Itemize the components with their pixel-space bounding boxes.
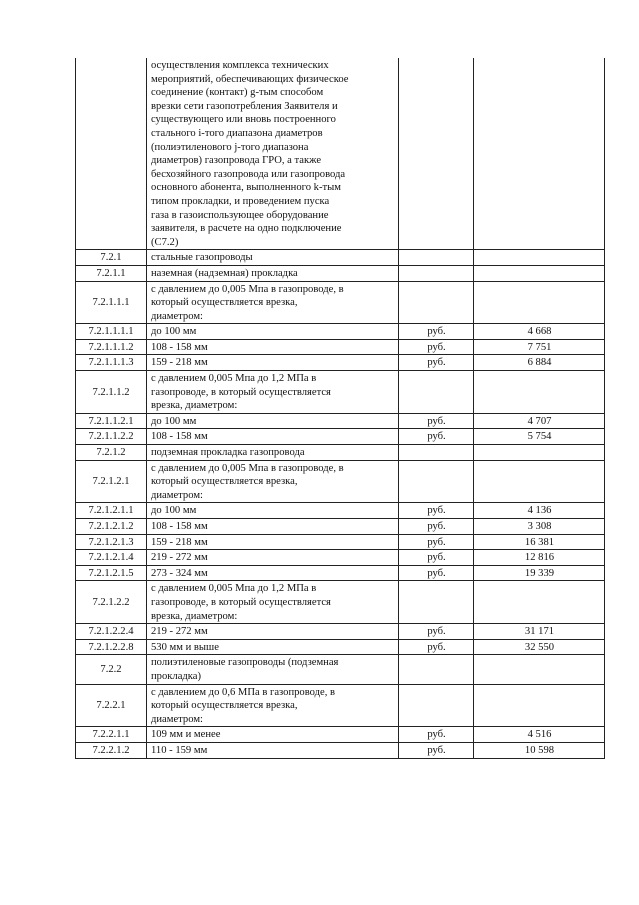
table-row	[76, 534, 605, 550]
item-unit: руб.	[399, 519, 474, 535]
description-line: существующего или вновь построенного	[151, 114, 336, 126]
item-description	[147, 371, 399, 414]
description-line: (полиэтиленового j-того диапазона	[151, 141, 309, 153]
table-row	[76, 460, 605, 503]
description-line: который осуществляется врезка,	[151, 297, 298, 309]
description-line: 108 - 158 мм	[151, 341, 208, 353]
table-row	[76, 265, 605, 281]
item-unit	[399, 371, 474, 414]
description-line: полиэтиленовые газопроводы (подземная	[151, 657, 339, 669]
item-description	[147, 655, 399, 684]
tariff-table	[75, 58, 605, 759]
item-code: 7.2.2.1.1	[76, 727, 147, 743]
item-unit	[399, 281, 474, 324]
description-line: 273 - 324 мм	[151, 567, 208, 579]
item-unit: руб.	[399, 413, 474, 429]
item-price	[474, 581, 605, 624]
description-line: основного абонента, выполненного k-тым	[151, 182, 341, 194]
table-row	[76, 684, 605, 727]
item-price: 19 339	[474, 565, 605, 581]
description-line: 108 - 158 мм	[151, 431, 208, 443]
description-line: до 100 мм	[151, 326, 197, 338]
item-unit: руб.	[399, 534, 474, 550]
table-row	[76, 519, 605, 535]
description-line: (С7.2)	[151, 236, 179, 248]
description-line: диаметром:	[151, 489, 203, 501]
table-row	[76, 655, 605, 684]
description-line: прокладка)	[151, 670, 202, 682]
item-unit	[399, 265, 474, 281]
item-code: 7.2.1	[76, 250, 147, 266]
item-code: 7.2.1.1.2	[76, 371, 147, 414]
description-line: бесхозяйного газопровода или газопровода	[151, 168, 346, 180]
item-description	[147, 413, 399, 429]
description-line: врезка, диаметром:	[151, 400, 238, 412]
item-price: 7 751	[474, 339, 605, 355]
item-code: 7.2.1.2.1.3	[76, 534, 147, 550]
description-line: который осуществляется врезка,	[151, 700, 298, 712]
item-price: 4 707	[474, 413, 605, 429]
item-code: 7.2.1.2.1	[76, 460, 147, 503]
item-price	[474, 460, 605, 503]
item-unit: руб.	[399, 355, 474, 371]
item-unit: руб.	[399, 339, 474, 355]
item-code: 7.2.1.2.1.2	[76, 519, 147, 535]
item-description	[147, 58, 399, 250]
description-line: стальные газопроводы	[151, 252, 253, 264]
table-row	[76, 550, 605, 566]
item-price	[474, 265, 605, 281]
item-description	[147, 639, 399, 655]
description-line: с давлением до 0,005 Мпа в газопроводе, в	[151, 283, 344, 295]
description-line: 159 - 218 мм	[151, 357, 208, 369]
description-line: 159 - 218 мм	[151, 536, 208, 548]
description-line: типом прокладки, и проведением пуска	[151, 195, 330, 207]
item-description	[147, 519, 399, 535]
item-unit	[399, 684, 474, 727]
item-description	[147, 534, 399, 550]
description-line: подземная прокладка газопровода	[151, 447, 305, 459]
item-code: 7.2.1.1	[76, 265, 147, 281]
item-description	[147, 355, 399, 371]
item-price: 5 754	[474, 429, 605, 445]
tariff-table-body	[76, 58, 605, 758]
item-price: 4 136	[474, 503, 605, 519]
description-line: с давлением до 0,6 МПа в газопроводе, в	[151, 686, 336, 698]
item-price	[474, 281, 605, 324]
item-unit: руб.	[399, 550, 474, 566]
item-code: 7.2.1.1.2.1	[76, 413, 147, 429]
item-unit	[399, 581, 474, 624]
item-code: 7.2.1.2.1.5	[76, 565, 147, 581]
item-price	[474, 684, 605, 727]
description-line: до 100 мм	[151, 415, 197, 427]
item-price: 6 884	[474, 355, 605, 371]
table-row	[76, 565, 605, 581]
description-line: врезка, диаметром:	[151, 610, 238, 622]
table-row	[76, 324, 605, 340]
table-row	[76, 429, 605, 445]
item-description	[147, 281, 399, 324]
item-code: 7.2.1.1.1.1	[76, 324, 147, 340]
item-description	[147, 550, 399, 566]
item-price: 4 516	[474, 727, 605, 743]
item-description	[147, 684, 399, 727]
item-description	[147, 429, 399, 445]
description-line: газопроводе, в который осуществляется	[151, 596, 331, 608]
item-description	[147, 565, 399, 581]
item-price: 32 550	[474, 639, 605, 655]
description-line: который осуществляется врезка,	[151, 476, 298, 488]
table-row	[76, 639, 605, 655]
description-line: газа в газоиспользующее оборудование	[151, 209, 329, 221]
description-line: диаметром:	[151, 310, 203, 322]
item-description	[147, 460, 399, 503]
item-unit: руб.	[399, 429, 474, 445]
item-price: 4 668	[474, 324, 605, 340]
item-unit: руб.	[399, 565, 474, 581]
item-price	[474, 371, 605, 414]
table-row	[76, 503, 605, 519]
description-line: газопроводе, в который осуществляется	[151, 386, 331, 398]
description-line: 108 - 158 мм	[151, 521, 208, 532]
item-price	[474, 655, 605, 684]
item-code: 7.2.1.2.2.8	[76, 639, 147, 655]
table-row	[76, 371, 605, 414]
item-code: 7.2.1.2.2.4	[76, 624, 147, 640]
description-line: диаметром:	[151, 713, 203, 725]
item-description	[147, 624, 399, 640]
item-description	[147, 265, 399, 281]
item-code: 7.2.1.2	[76, 445, 147, 461]
description-line: до 100 мм	[151, 505, 197, 517]
item-price: 16 381	[474, 534, 605, 550]
item-unit: руб.	[399, 742, 474, 758]
description-line: с давлением 0,005 Мпа до 1,2 МПа в	[151, 583, 317, 595]
item-code: 7.2.1.1.1.2	[76, 339, 147, 355]
item-description	[147, 503, 399, 519]
item-code	[76, 58, 147, 250]
description-line: 219 - 272 мм	[151, 626, 208, 638]
item-unit: руб.	[399, 503, 474, 519]
description-line: соединение (контакт) g-тым способом	[151, 87, 324, 99]
item-price: 12 816	[474, 550, 605, 566]
item-unit: руб.	[399, 324, 474, 340]
item-code: 7.2.1.1.1	[76, 281, 147, 324]
item-code: 7.2.1.2.2	[76, 581, 147, 624]
item-description	[147, 445, 399, 461]
item-description	[147, 339, 399, 355]
item-description	[147, 250, 399, 266]
item-code: 7.2.1.2.1.1	[76, 503, 147, 519]
item-code: 7.2.2.1	[76, 684, 147, 727]
item-price	[474, 250, 605, 266]
item-unit: руб.	[399, 624, 474, 640]
item-unit: руб.	[399, 639, 474, 655]
item-price	[474, 445, 605, 461]
item-price: 3 308	[474, 519, 605, 535]
item-price	[474, 58, 605, 250]
description-line: мероприятий, обеспечивающих физическое	[151, 73, 349, 85]
item-unit	[399, 460, 474, 503]
item-code: 7.2.1.1.1.3	[76, 355, 147, 371]
table-row	[76, 727, 605, 743]
description-line: с давлением 0,005 Мпа до 1,2 МПа в	[151, 373, 317, 385]
item-description	[147, 727, 399, 743]
item-code: 7.2.2	[76, 655, 147, 684]
table-row	[76, 413, 605, 429]
description-line: заявителя, в расчете на одно подключение	[151, 223, 342, 235]
table-row	[76, 445, 605, 461]
item-description	[147, 581, 399, 624]
description-line: 219 - 272 мм	[151, 552, 208, 564]
item-description	[147, 742, 399, 758]
description-line: осуществления комплекса технических	[151, 60, 329, 71]
item-price: 10 598	[474, 742, 605, 758]
item-code: 7.2.1.2.1.4	[76, 550, 147, 566]
description-line: стального i-того диапазона диаметров	[151, 127, 323, 139]
description-line: 110 - 159 мм	[151, 744, 208, 756]
item-unit	[399, 655, 474, 684]
item-code: 7.2.2.1.2	[76, 742, 147, 758]
table-row	[76, 281, 605, 324]
description-line: диаметров) газопровода ГРО, а также	[151, 155, 322, 167]
table-row	[76, 250, 605, 266]
description-line: наземная (надземная) прокладка	[151, 267, 298, 279]
item-unit: руб.	[399, 727, 474, 743]
table-row	[76, 742, 605, 758]
description-line: врезки сети газопотребления Заявителя и	[151, 100, 338, 112]
table-row	[76, 624, 605, 640]
item-description	[147, 324, 399, 340]
table-row	[76, 355, 605, 371]
description-line: с давлением до 0,005 Мпа в газопроводе, в	[151, 462, 344, 474]
item-unit	[399, 445, 474, 461]
item-code: 7.2.1.1.2.2	[76, 429, 147, 445]
item-unit	[399, 250, 474, 266]
table-row	[76, 581, 605, 624]
item-price: 31 171	[474, 624, 605, 640]
table-row	[76, 58, 605, 250]
item-unit	[399, 58, 474, 250]
table-row	[76, 339, 605, 355]
description-line: 530 мм и выше	[151, 641, 219, 653]
description-line: 109 мм и менее	[151, 729, 221, 741]
